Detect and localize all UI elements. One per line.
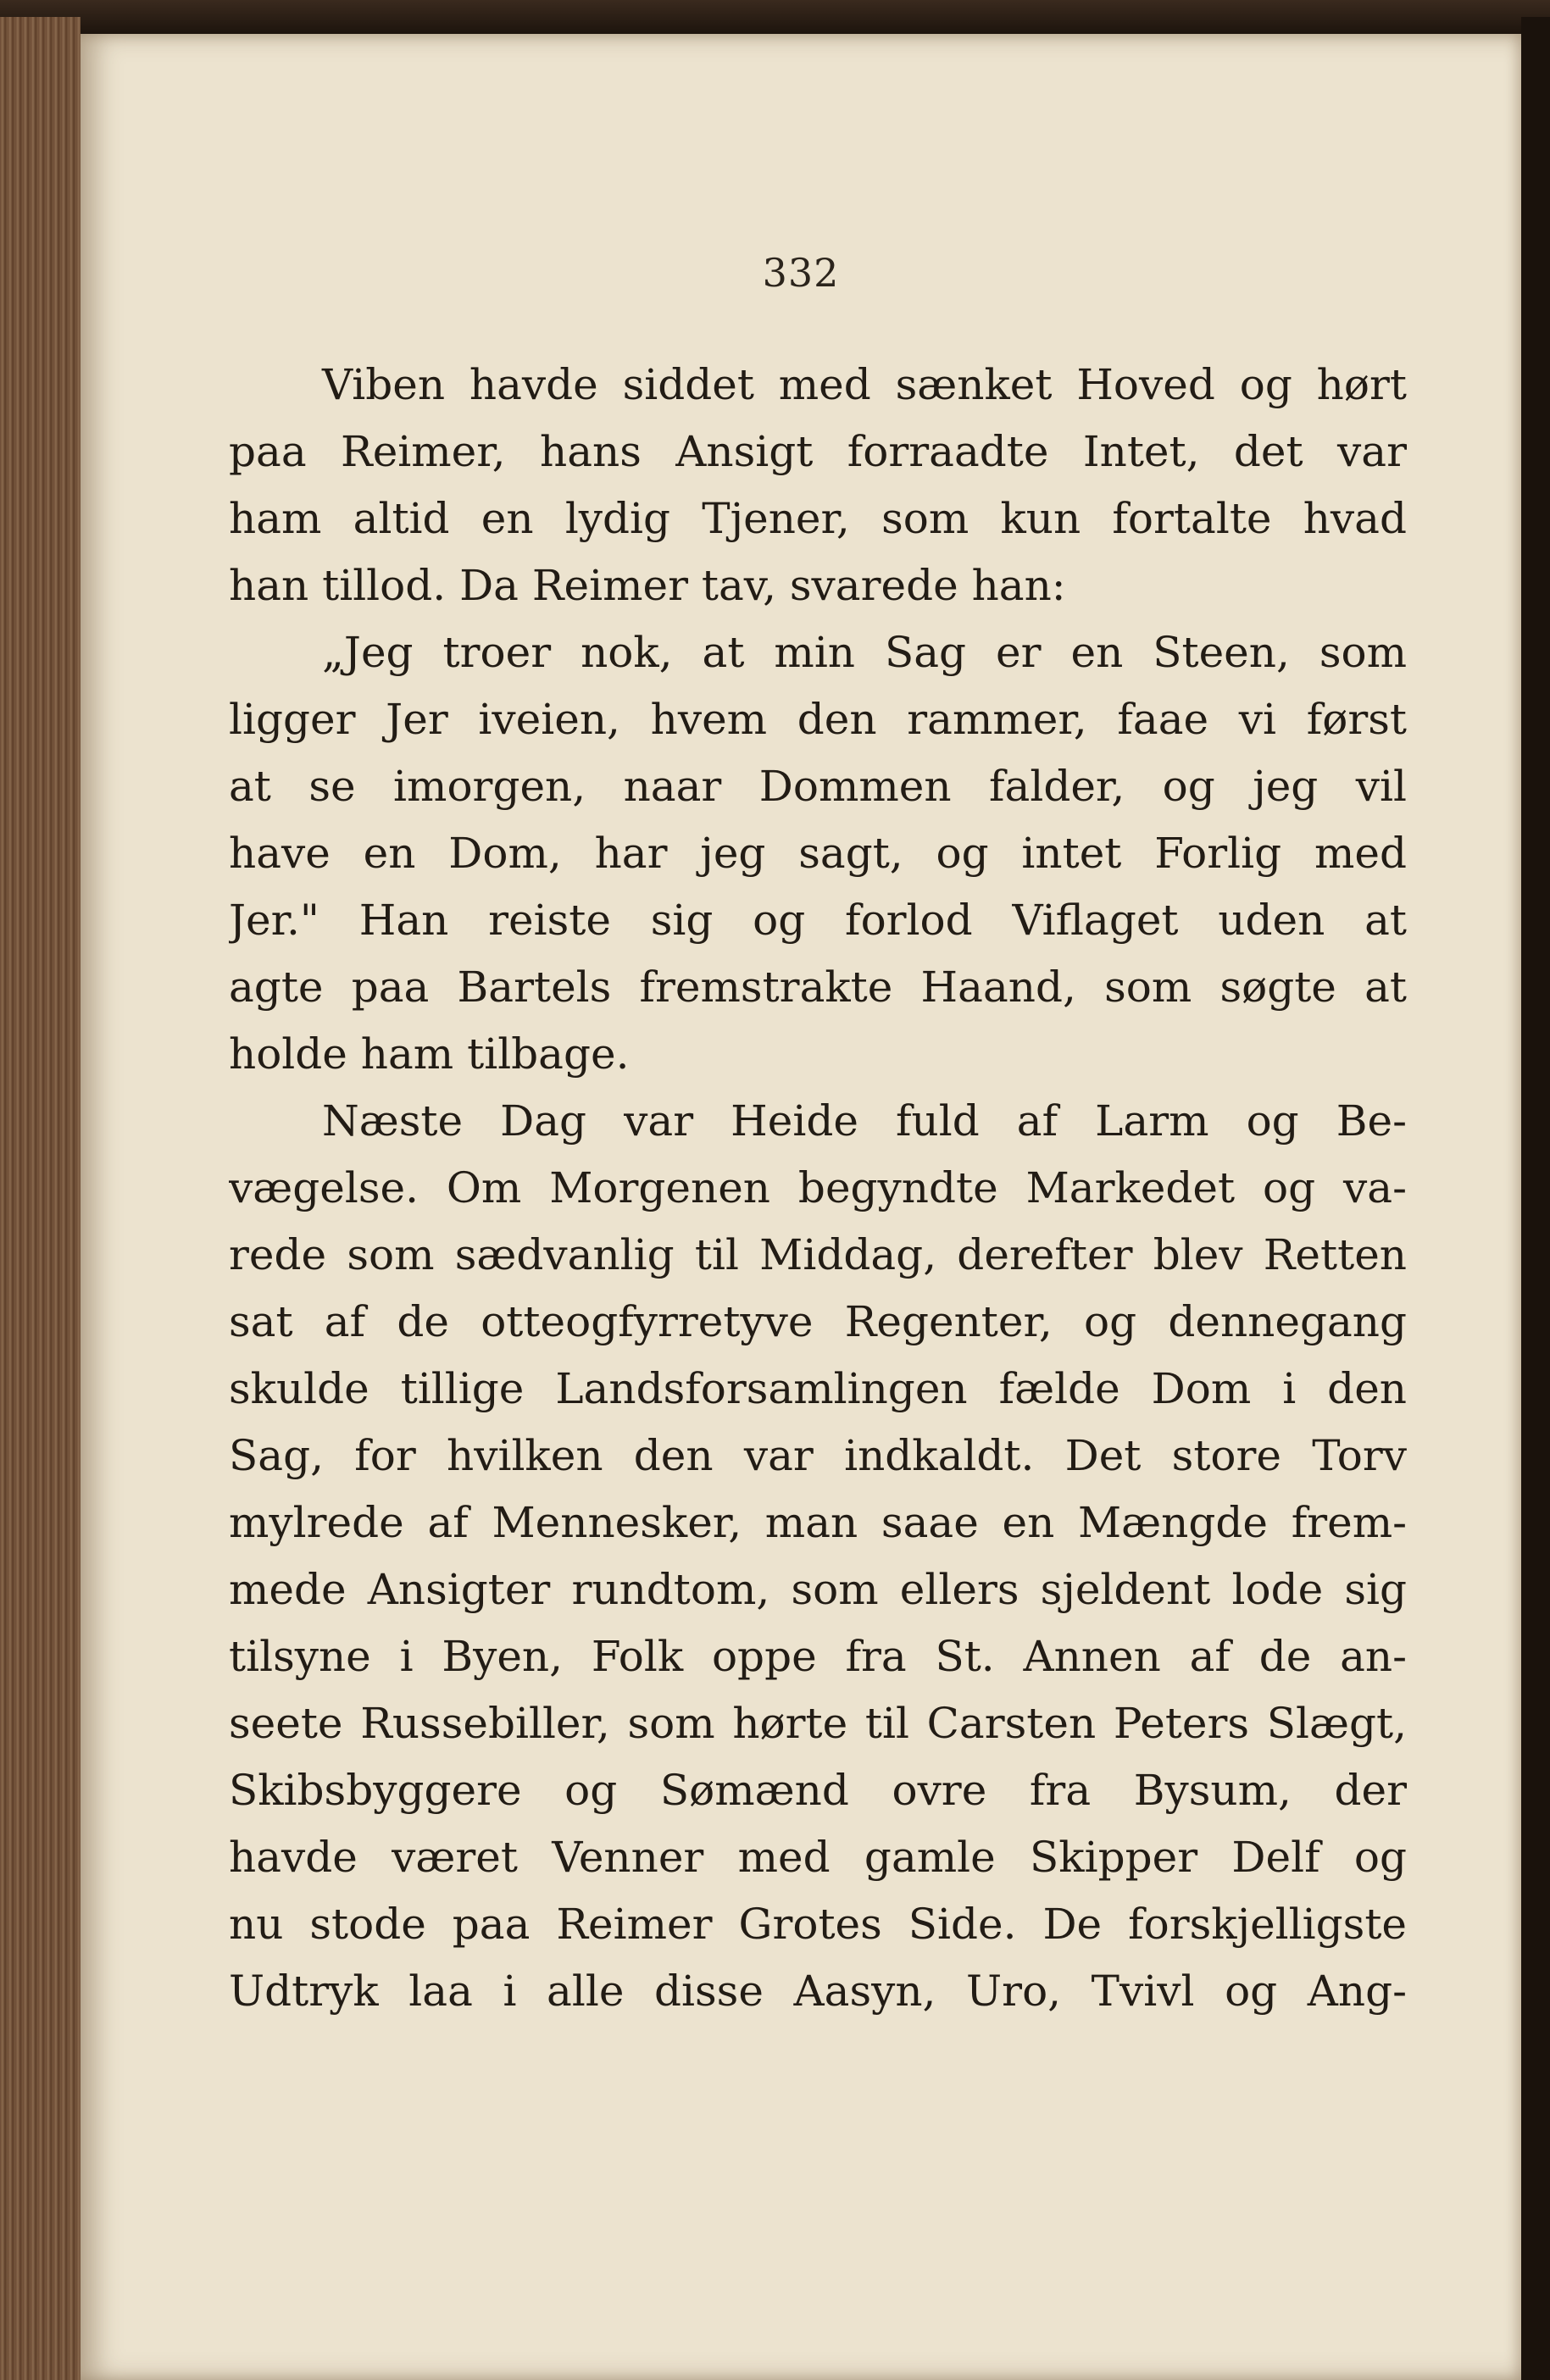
text-line: Næste Dag var Heide fuld af Larm og Be-	[322, 1096, 1407, 1146]
page-number: 332	[762, 250, 840, 296]
text-line: have en Dom, har jeg sagt, og intet Forlig med	[229, 829, 1407, 878]
text-line: holde ham tilbage.	[229, 1029, 630, 1079]
text-line: at se imorgen, naar Dommen falder, og jeg vil	[229, 762, 1407, 811]
text-line: Viben havde siddet med sænket Hoved og hørt	[322, 360, 1407, 409]
text-line: Jer." Han reiste sig og forlod Viflaget uden at	[229, 896, 1407, 945]
text-line: tilsyne i Byen, Folk oppe fra St. Annen af de an-	[229, 1632, 1407, 1681]
text-line: „Jeg troer nok, at min Sag er en Steen, som	[322, 628, 1407, 677]
text-line: mede Ansigter rundtom, som ellers sjeldent lode sig	[229, 1565, 1407, 1614]
text-line: ham altid en lydig Tjener, som kun fortalte hvad	[229, 494, 1407, 543]
text-line: sat af de otteogfyrretyve Regenter, og dennegang	[229, 1297, 1407, 1346]
text-line: paa Reimer, hans Ansigt forraadte Intet, det var	[229, 427, 1407, 476]
text-line: nu stode paa Reimer Grotes Side. De forskjelligste	[229, 1900, 1407, 1949]
text-line: vægelse. Om Morgenen begyndte Markedet og va-	[229, 1163, 1407, 1212]
text-line: skulde tillige Landsforsamlingen fælde Dom i den	[229, 1364, 1407, 1413]
scan-top-edge	[0, 0, 1550, 34]
book-spine-edge	[0, 17, 81, 2380]
text-line: Udtryk laa i alle disse Aasyn, Uro, Tvivl og Ang-	[229, 1967, 1407, 2016]
text-line: han tillod. Da Reimer tav, svarede han:	[229, 561, 1066, 610]
text-line: rede som sædvanlig til Middag, derefter blev Retten	[229, 1230, 1407, 1279]
text-line: Skibsbyggere og Sømænd ovre fra Bysum, der	[229, 1766, 1407, 1815]
text-line: seete Russebiller, som hørte til Carsten Peters Slægt,	[229, 1699, 1407, 1748]
text-line: mylrede af Mennesker, man saae en Mængde frem-	[229, 1498, 1407, 1547]
text-line: havde været Venner med gamle Skipper Delf og	[229, 1833, 1407, 1882]
body-text	[229, 352, 1407, 2025]
text-line: Sag, for hvilken den var indkaldt. Det store Torv	[229, 1431, 1407, 1480]
text-line: ligger Jer iveien, hvem den rammer, faae vi først	[229, 695, 1407, 744]
text-line: agte paa Bartels fremstrakte Haand, som søgte at	[229, 963, 1407, 1012]
scan-right-edge	[1521, 17, 1550, 2380]
